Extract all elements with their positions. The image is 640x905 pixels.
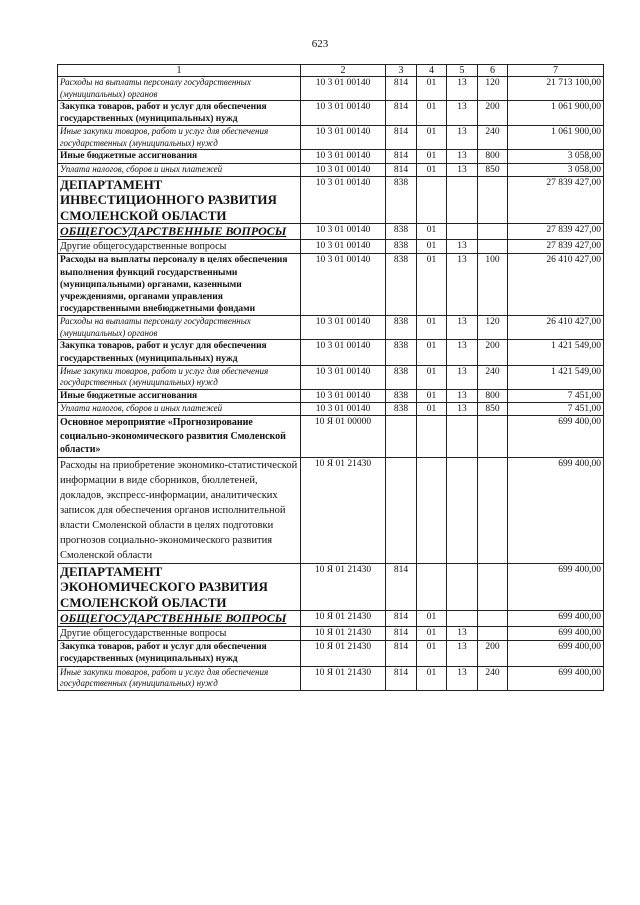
table-row	[58, 611, 604, 627]
target-code-cell: 10 3 01 00140	[301, 389, 386, 402]
expense-type-cell	[478, 239, 508, 254]
amount-cell: 3 058,00	[508, 150, 604, 163]
subsection-code-cell: 13	[447, 365, 478, 389]
section-code-cell: 01	[417, 239, 447, 254]
expense-type-cell	[478, 626, 508, 641]
expense-type-cell: 800	[478, 150, 508, 163]
header-row	[58, 65, 604, 77]
target-code-cell: 10 Я 01 21430	[301, 563, 386, 611]
target-code-cell: 10 Я 01 21430	[301, 611, 386, 627]
subsection-code-cell: 13	[447, 626, 478, 641]
subsection-code-cell: 13	[447, 150, 478, 163]
row-name-cell: Расходы на выплаты персоналу государственных (муниципальных) органов	[58, 316, 301, 340]
subsection-code-cell: 13	[447, 340, 478, 365]
expense-type-cell: 800	[478, 389, 508, 402]
subsection-code-cell: 13	[447, 666, 478, 690]
row-name-cell: Закупка товаров, работ и услуг для обеспечения государственных (муниципальных) нужд	[58, 340, 301, 365]
expense-type-cell: 120	[478, 316, 508, 340]
row-name-cell: Иные закупки товаров, работ и услуг для обеспечения государственных (муниципальных) нужд	[58, 365, 301, 389]
amount-cell: 7 451,00	[508, 389, 604, 402]
table-row	[58, 402, 604, 415]
section-code-cell: 01	[417, 126, 447, 150]
budget-table	[57, 64, 604, 691]
target-code-cell: 10 3 01 00140	[301, 340, 386, 365]
expense-type-cell: 240	[478, 365, 508, 389]
section-code-cell: 01	[417, 163, 447, 176]
expense-type-cell: 240	[478, 126, 508, 150]
table-row	[58, 365, 604, 389]
target-code-cell: 10 3 01 00140	[301, 316, 386, 340]
department-code-cell: 814	[386, 101, 417, 126]
amount-cell: 27 839 427,00	[508, 176, 604, 224]
table-row	[58, 389, 604, 402]
column-header: 5	[447, 65, 478, 77]
subsection-code-cell: 13	[447, 316, 478, 340]
subsection-code-cell	[447, 611, 478, 627]
department-code-cell: 814	[386, 641, 417, 666]
amount-cell: 7 451,00	[508, 402, 604, 415]
department-code-cell: 838	[386, 402, 417, 415]
section-code-cell: 01	[417, 316, 447, 340]
section-code-cell: 01	[417, 340, 447, 365]
section-code-cell	[417, 416, 447, 458]
target-code-cell: 10 3 01 00140	[301, 402, 386, 415]
row-name-cell: Закупка товаров, работ и услуг для обеспечения государственных (муниципальных) нужд	[58, 101, 301, 126]
expense-type-cell	[478, 563, 508, 611]
amount-cell: 699 400,00	[508, 416, 604, 458]
table-row	[58, 176, 604, 224]
target-code-cell: 10 3 01 00140	[301, 163, 386, 176]
row-name-cell: ОБЩЕГОСУДАРСТВЕННЫЕ ВОПРОСЫ	[58, 611, 301, 627]
amount-cell: 1 061 900,00	[508, 126, 604, 150]
target-code-cell: 10 3 01 00140	[301, 254, 386, 316]
expense-type-cell	[478, 457, 508, 563]
table-row	[58, 150, 604, 163]
table-row	[58, 340, 604, 365]
expense-type-cell: 240	[478, 666, 508, 690]
amount-cell: 699 400,00	[508, 611, 604, 627]
column-header: 4	[417, 65, 447, 77]
row-name-cell: Иные закупки товаров, работ и услуг для обеспечения государственных (муниципальных) нужд	[58, 666, 301, 690]
amount-cell: 21 713 100,00	[508, 77, 604, 101]
table-row	[58, 77, 604, 101]
amount-cell: 27 839 427,00	[508, 224, 604, 240]
table-row	[58, 666, 604, 690]
section-code-cell: 01	[417, 666, 447, 690]
subsection-code-cell	[447, 457, 478, 563]
target-code-cell: 10 Я 01 21430	[301, 666, 386, 690]
target-code-cell: 10 Я 01 21430	[301, 626, 386, 641]
row-name-cell: Расходы на выплаты персоналу государственных (муниципальных) органов	[58, 77, 301, 101]
section-code-cell: 01	[417, 402, 447, 415]
section-code-cell: 01	[417, 389, 447, 402]
section-code-cell: 01	[417, 611, 447, 627]
amount-cell: 699 400,00	[508, 563, 604, 611]
target-code-cell: 10 3 01 00140	[301, 365, 386, 389]
section-code-cell	[417, 563, 447, 611]
expense-type-cell: 120	[478, 77, 508, 101]
row-name-cell: ОБЩЕГОСУДАРСТВЕННЫЕ ВОПРОСЫ	[58, 224, 301, 240]
section-code-cell: 01	[417, 641, 447, 666]
column-header: 2	[301, 65, 386, 77]
table-row	[58, 163, 604, 176]
section-code-cell: 01	[417, 365, 447, 389]
table-row	[58, 641, 604, 666]
department-code-cell: 814	[386, 163, 417, 176]
target-code-cell: 10 3 01 00140	[301, 77, 386, 101]
department-code-cell: 838	[386, 224, 417, 240]
row-name-cell: Иные бюджетные ассигнования	[58, 150, 301, 163]
expense-type-cell: 850	[478, 402, 508, 415]
subsection-code-cell	[447, 224, 478, 240]
department-code-cell: 838	[386, 176, 417, 224]
expense-type-cell: 200	[478, 641, 508, 666]
target-code-cell: 10 Я 01 21430	[301, 641, 386, 666]
subsection-code-cell: 13	[447, 101, 478, 126]
department-code-cell: 814	[386, 611, 417, 627]
target-code-cell: 10 Я 01 21430	[301, 457, 386, 563]
column-header: 1	[58, 65, 301, 77]
section-code-cell: 01	[417, 77, 447, 101]
table-row	[58, 224, 604, 240]
subsection-code-cell: 13	[447, 126, 478, 150]
table-row	[58, 239, 604, 254]
amount-cell: 699 400,00	[508, 666, 604, 690]
target-code-cell: 10 3 01 00140	[301, 224, 386, 240]
target-code-cell: 10 3 01 00140	[301, 150, 386, 163]
section-code-cell	[417, 176, 447, 224]
row-name-cell: Иные закупки товаров, работ и услуг для обеспечения государственных (муниципальных) нужд	[58, 126, 301, 150]
section-code-cell: 01	[417, 101, 447, 126]
row-name-cell: Расходы на выплаты персоналу в целях обеспечения выполнения функций государственными (муниципальными) органами, казенными учреждениями, органами управления государственными внебюджетными фондами	[58, 254, 301, 316]
subsection-code-cell	[447, 563, 478, 611]
expense-type-cell: 100	[478, 254, 508, 316]
subsection-code-cell	[447, 416, 478, 458]
table-body	[58, 77, 604, 691]
row-name-cell: Другие общегосударственные вопросы	[58, 626, 301, 641]
department-code-cell: 814	[386, 666, 417, 690]
department-code-cell: 838	[386, 340, 417, 365]
column-header: 7	[508, 65, 604, 77]
target-code-cell: 10 3 01 00140	[301, 101, 386, 126]
table-row	[58, 626, 604, 641]
target-code-cell: 10 3 01 00140	[301, 239, 386, 254]
department-code-cell: 838	[386, 389, 417, 402]
department-code-cell: 814	[386, 77, 417, 101]
section-code-cell: 01	[417, 254, 447, 316]
subsection-code-cell: 13	[447, 77, 478, 101]
expense-type-cell	[478, 224, 508, 240]
table-row	[58, 416, 604, 458]
subsection-code-cell	[447, 176, 478, 224]
target-code-cell: 10 3 01 00140	[301, 126, 386, 150]
expense-type-cell	[478, 176, 508, 224]
department-code-cell: 838	[386, 316, 417, 340]
subsection-code-cell: 13	[447, 163, 478, 176]
column-header: 6	[478, 65, 508, 77]
subsection-code-cell: 13	[447, 239, 478, 254]
amount-cell: 699 400,00	[508, 641, 604, 666]
amount-cell: 1 421 549,00	[508, 340, 604, 365]
table-row	[58, 457, 604, 563]
expense-type-cell	[478, 416, 508, 458]
expense-type-cell: 850	[478, 163, 508, 176]
amount-cell: 26 410 427,00	[508, 254, 604, 316]
expense-type-cell	[478, 611, 508, 627]
section-code-cell: 01	[417, 224, 447, 240]
subsection-code-cell: 13	[447, 254, 478, 316]
department-code-cell: 814	[386, 626, 417, 641]
row-name-cell: ДЕПАРТАМЕНТ ИНВЕСТИЦИОННОГО РАЗВИТИЯ СМОЛЕНСКОЙ ОБЛАСТИ	[58, 176, 301, 224]
expense-type-cell: 200	[478, 340, 508, 365]
row-name-cell: Основное мероприятие «Прогнозирование социально-экономического развития Смоленской области»	[58, 416, 301, 458]
row-name-cell: Уплата налогов, сборов и иных платежей	[58, 163, 301, 176]
row-name-cell: Расходы на приобретение экономико-статистической информации в виде сборников, бюллетеней, докладов, экспресс-информации, аналитических записок для обеспечения органов исполнительной власти Смоленской области в целях подготовки прогнозов социально-экономического развития Смоленской области	[58, 457, 301, 563]
department-code-cell: 814	[386, 150, 417, 163]
section-code-cell: 01	[417, 626, 447, 641]
department-code-cell: 838	[386, 239, 417, 254]
target-code-cell: 10 3 01 00140	[301, 176, 386, 224]
amount-cell: 1 061 900,00	[508, 101, 604, 126]
amount-cell: 26 410 427,00	[508, 316, 604, 340]
subsection-code-cell: 13	[447, 389, 478, 402]
row-name-cell: Иные бюджетные ассигнования	[58, 389, 301, 402]
department-code-cell	[386, 416, 417, 458]
table-row	[58, 101, 604, 126]
table-row	[58, 254, 604, 316]
amount-cell: 3 058,00	[508, 163, 604, 176]
row-name-cell: Закупка товаров, работ и услуг для обеспечения государственных (муниципальных) нужд	[58, 641, 301, 666]
department-code-cell	[386, 457, 417, 563]
amount-cell: 699 400,00	[508, 457, 604, 563]
section-code-cell	[417, 457, 447, 563]
table-row	[58, 563, 604, 611]
column-header: 3	[386, 65, 417, 77]
department-code-cell: 838	[386, 254, 417, 316]
department-code-cell: 814	[386, 126, 417, 150]
subsection-code-cell: 13	[447, 402, 478, 415]
table-row	[58, 126, 604, 150]
section-code-cell: 01	[417, 150, 447, 163]
row-name-cell: Другие общегосударственные вопросы	[58, 239, 301, 254]
subsection-code-cell: 13	[447, 641, 478, 666]
department-code-cell: 838	[386, 365, 417, 389]
expense-type-cell: 200	[478, 101, 508, 126]
amount-cell: 1 421 549,00	[508, 365, 604, 389]
page-number: 623	[311, 38, 329, 50]
row-name-cell: ДЕПАРТАМЕНТ ЭКОНОМИЧЕСКОГО РАЗВИТИЯ СМОЛЕНСКОЙ ОБЛАСТИ	[58, 563, 301, 611]
amount-cell: 699 400,00	[508, 626, 604, 641]
target-code-cell: 10 Я 01 00000	[301, 416, 386, 458]
table-row	[58, 316, 604, 340]
department-code-cell: 814	[386, 563, 417, 611]
amount-cell: 27 839 427,00	[508, 239, 604, 254]
row-name-cell: Уплата налогов, сборов и иных платежей	[58, 402, 301, 415]
